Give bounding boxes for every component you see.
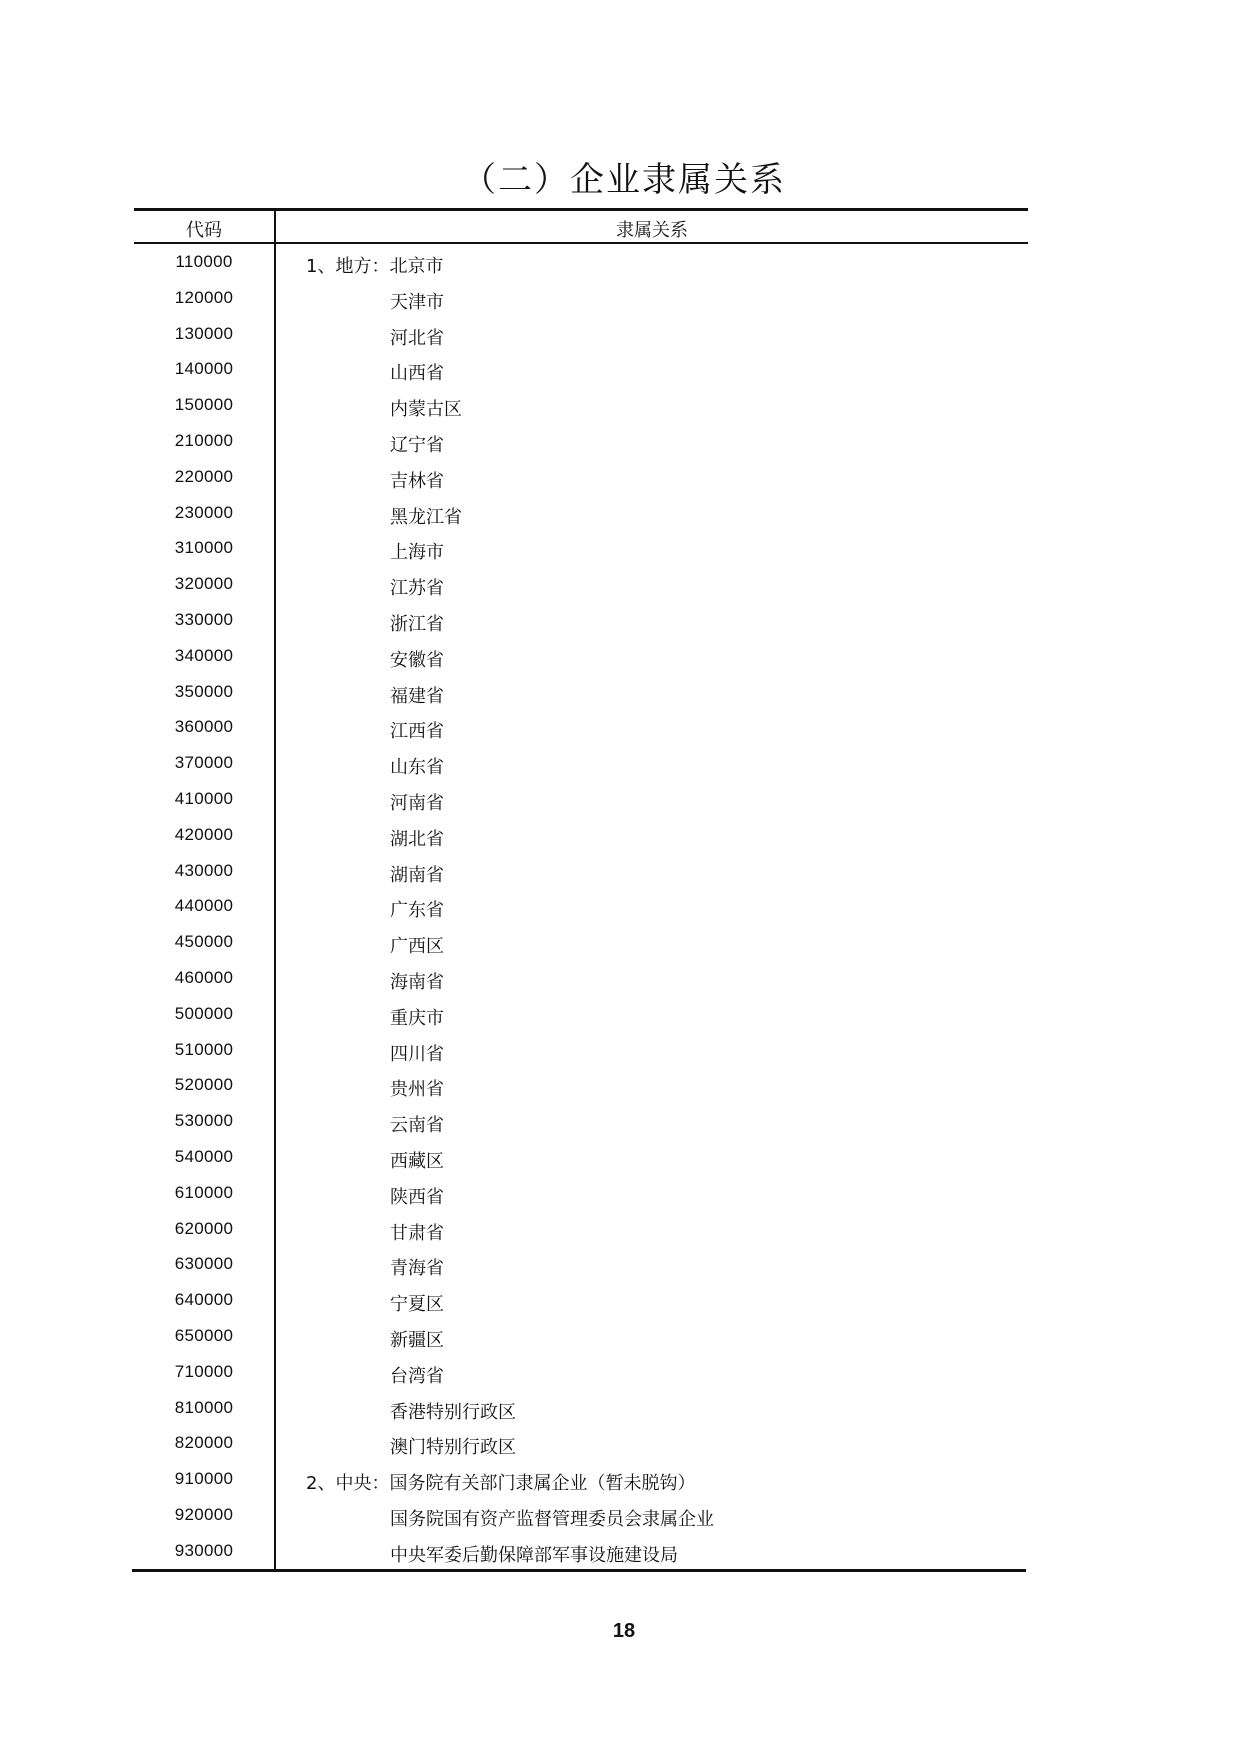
row-code: 210000 [174,430,234,450]
row-code: 310000 [174,538,234,558]
row-code: 320000 [174,574,234,594]
row-relation: 江西省 [390,721,444,743]
row-relation: 上海市 [390,542,444,564]
row-code: 220000 [174,466,234,486]
row-code: 710000 [174,1361,234,1381]
row-relation: 内蒙古区 [390,399,462,421]
row-relation: 陕西省 [390,1186,444,1208]
row-code: 930000 [174,1540,234,1560]
table-row [134,857,1028,893]
row-code: 370000 [174,753,234,773]
table-row [134,1429,1028,1465]
row-code: 920000 [174,1504,234,1524]
row-code: 350000 [174,681,234,701]
table-row [134,284,1028,320]
row-relation: 天津市 [390,291,444,313]
row-relation: 海南省 [390,971,444,993]
row-relation: 浙江省 [390,613,444,635]
table-row [134,1107,1028,1143]
row-relation: 宁夏区 [390,1294,444,1316]
row-relation: 四川省 [390,1043,444,1065]
row-code: 230000 [174,502,234,522]
table-row [134,570,1028,606]
row-code: 430000 [174,860,234,880]
row-code: 140000 [174,359,234,379]
row-relation: 台湾省 [390,1365,444,1387]
row-relation: 云南省 [390,1115,444,1137]
row-code: 810000 [174,1397,234,1417]
row-code: 120000 [174,287,234,307]
row-relation: 湖北省 [390,828,444,850]
table-row [134,892,1028,928]
table-row [134,1322,1028,1358]
table-row [134,749,1028,785]
page-number: 18 [612,1620,636,1642]
row-relation: 贵州省 [390,1079,444,1101]
row-relation: 广西区 [390,936,444,958]
table-bottom-rule [132,1569,1026,1572]
row-relation: 国务院国有资产监督管理委员会隶属企业 [390,1508,714,1530]
table-row [134,821,1028,857]
table-row [134,1394,1028,1430]
row-relation: 西藏区 [390,1150,444,1172]
table-row [134,391,1028,427]
table-row [134,1465,1028,1501]
table-row [134,928,1028,964]
row-relation: 广东省 [390,900,444,922]
row-code: 820000 [174,1433,234,1453]
row-relation: 安徽省 [390,649,444,671]
row-relation: 河南省 [390,792,444,814]
row-code: 620000 [174,1218,234,1238]
table-row [134,534,1028,570]
table-row [134,1250,1028,1286]
row-relation: 黑龙江省 [390,506,462,528]
row-relation: 江苏省 [390,578,444,600]
table-row [134,355,1028,391]
row-relation: 甘肃省 [390,1222,444,1244]
row-relation: 青海省 [390,1258,444,1280]
header-code: 代码 [186,220,222,241]
row-code: 650000 [174,1325,234,1345]
row-relation: 山东省 [390,757,444,779]
row-code: 340000 [174,645,234,665]
table-row [134,606,1028,642]
table-row [134,713,1028,749]
table-top-rule [134,208,1028,211]
row-relation: 新疆区 [390,1329,444,1351]
row-code: 440000 [174,896,234,916]
row-relation: 重庆市 [390,1007,444,1029]
table-row [134,1537,1028,1573]
row-code: 460000 [174,967,234,987]
row-relation: 山西省 [390,363,444,385]
row-code: 450000 [174,932,234,952]
table-row [134,427,1028,463]
row-relation: 香港特别行政区 [390,1401,516,1423]
row-relation: 福建省 [390,685,444,707]
row-code: 360000 [174,717,234,737]
table-body [134,248,1028,1572]
table-header-rule [134,242,1028,244]
table-row [134,248,1028,284]
row-relation: 2、中央：国务院有关部门隶属企业（暂未脱钩） [306,1473,696,1495]
row-code: 520000 [174,1075,234,1095]
row-code: 540000 [174,1146,234,1166]
table-row [134,678,1028,714]
table-row [134,964,1028,1000]
row-code: 330000 [174,609,234,629]
row-code: 530000 [174,1111,234,1131]
header-relation: 隶属关系 [616,220,688,241]
row-relation: 湖南省 [390,864,444,886]
row-relation: 中央军委后勤保障部军事设施建设局 [390,1544,678,1566]
row-code: 630000 [174,1254,234,1274]
row-relation: 辽宁省 [390,434,444,456]
page-title: （二）企业隶属关系 [462,160,786,200]
row-code: 500000 [174,1003,234,1023]
table-row [134,1501,1028,1537]
table-row [134,320,1028,356]
row-relation: 1、地方：北京市 [306,256,444,277]
row-code: 130000 [174,323,234,343]
row-code: 610000 [174,1182,234,1202]
table-row [134,1000,1028,1036]
table-row [134,1179,1028,1215]
table-row [134,1071,1028,1107]
row-relation: 澳门特别行政区 [390,1437,516,1459]
table-row [134,499,1028,535]
row-code: 910000 [174,1469,234,1489]
row-code: 640000 [174,1290,234,1310]
table-row [134,785,1028,821]
row-relation: 吉林省 [390,470,444,492]
table-row [134,1286,1028,1322]
table-row [134,463,1028,499]
row-code: 510000 [174,1039,234,1059]
table-row [134,642,1028,678]
table-row [134,1358,1028,1394]
row-code: 110000 [175,252,233,271]
row-relation: 河北省 [390,327,444,349]
table-row [134,1036,1028,1072]
table-row [134,1143,1028,1179]
row-code: 150000 [174,395,234,415]
table-row [134,1215,1028,1251]
row-code: 410000 [174,788,234,808]
row-code: 420000 [174,824,234,844]
